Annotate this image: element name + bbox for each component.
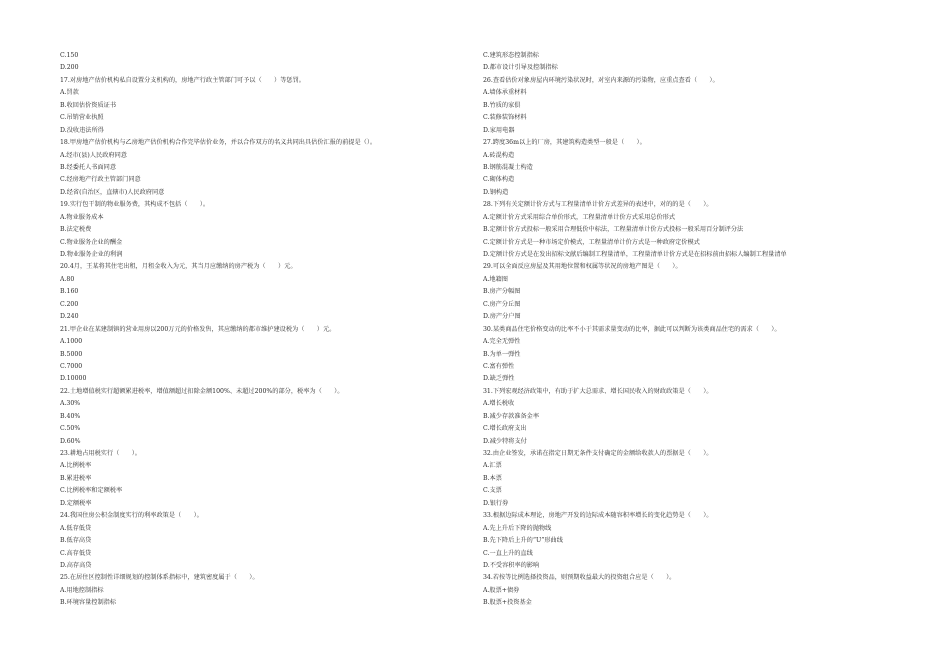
text-line: C.增长政府支出 <box>483 425 527 433</box>
text-line: B.定额计价方式投标一般采用合理低价中标法，工程量清单计价方式投标一般采用百分制评分法 <box>483 226 744 234</box>
text-line: B.为单一弹性 <box>483 350 521 358</box>
text-line: D.银行券 <box>483 499 509 507</box>
text-line: C.经房地产行政主管部门同意 <box>60 176 141 184</box>
text-line: B.累进税率 <box>60 474 92 482</box>
text-line: A.地籍图 <box>483 275 508 283</box>
text-line: C.房产分丘图 <box>483 300 521 308</box>
text-line: D.240 <box>60 313 79 321</box>
text-line: 26.查看估价对象房屋内环境污染状况时，对室内来源的污染物，应重点查看（ ）。 <box>483 76 719 84</box>
text-line: D.高存高贷 <box>60 561 92 569</box>
text-line: C.一直上升的直线 <box>483 549 533 557</box>
text-line: B.160 <box>60 288 79 296</box>
text-line: B.环境容量控制指标 <box>60 599 117 607</box>
text-line: 24.我国住房公积金制度实行的利率政策是（ ）。 <box>60 512 203 520</box>
text-line: D.定额计价方式是在发出招标文献后编制工程量清单，工程量清单计价方式是在招标前由招标人编制工程量清单 <box>483 251 787 258</box>
text-line: 18.甲房地产估价机构与乙房地产估价机构合作完毕估价业务，并以合作双方的名义共同出具估价汇报的前提是（）。 <box>60 139 377 147</box>
text-line: A.墙体承重材料 <box>483 89 527 97</box>
text-line: A.先上升后下降的抛物线 <box>483 524 552 532</box>
text-line: B.钢筋混凝土构造 <box>483 163 533 171</box>
text-line: D.10000 <box>60 375 87 383</box>
text-line: D.都市设计引导及控制指标 <box>483 64 558 72</box>
text-line: C.装修装饰材料 <box>483 114 527 122</box>
text-line: B.5000 <box>60 350 83 358</box>
right-column <box>483 50 883 610</box>
text-line: D.减少特将支付 <box>483 437 527 445</box>
text-line: A.80 <box>60 275 75 283</box>
text-line: 25.在居住区控制性详细规划的控制体系指标中，建筑密度属于（ ）。 <box>60 574 259 582</box>
text-line: B.法定税费 <box>60 226 92 234</box>
text-line: 31.下列宏观经济政策中，有助于扩大总需求、增长国民收入的财政政策是（ ）。 <box>483 387 713 395</box>
text-line: C.物业服务企业的酬金 <box>60 238 123 246</box>
text-line: C.比例税率和定额税率 <box>60 487 123 495</box>
text-line: C.支票 <box>483 487 502 495</box>
text-line: 32.由企业签发，承诺在指定日期无条件支付确定的金额给收款人的票据是（ ）。 <box>483 450 713 457</box>
text-line: A.用地控制指标 <box>60 586 104 594</box>
text-line: C.200 <box>60 300 79 308</box>
text-line: A.比例税率 <box>60 462 92 470</box>
text-line: B.先下降后上升的“U”形曲线 <box>483 537 563 545</box>
text-line: D.没收违法所得 <box>60 126 104 134</box>
text-line: 29.可以全面反应房屋及其用地位置和权属等状况的房地产图是（ ）。 <box>483 263 682 271</box>
text-line: D.200 <box>60 64 79 72</box>
text-line: A.砖混构造 <box>483 151 515 159</box>
text-line: A.30% <box>60 400 81 408</box>
text-line: B.经委托人书面同意 <box>60 163 117 171</box>
text-line: D.60% <box>60 437 81 445</box>
text-line: 21.甲企业在某建制镇的营业用房以200万元的价格发售，其应缴纳的都市维护建设税为（ ）元。 <box>60 325 336 333</box>
text-line: C.150 <box>60 52 79 59</box>
text-line: A.汇票 <box>483 462 502 470</box>
text-line: 30.某类商品住宅价格变动的比率不小于其需求量变动的比率，据此可以判断为该类商品住宅的需求（ ）。 <box>483 325 781 333</box>
text-line: A.经市(县)人民政府同意 <box>60 151 127 159</box>
text-line: 27.跨度36m以上的厂房，其建筑构造类型一般是（ ）。 <box>483 139 646 147</box>
text-line: C.砌体构造 <box>483 176 515 184</box>
text-line: D.物业服务企业的利润 <box>60 251 123 258</box>
text-line: B.股票+投资基金 <box>483 599 532 607</box>
text-line: D.家用电器 <box>483 126 515 134</box>
text-line: 22.土地增值税实行超额累进税率，增值额超过扣除金额100%、未超过200%的部分，税率为（ ）。 <box>60 387 344 395</box>
text-line: C.富有弹性 <box>483 362 515 370</box>
text-line: A.1000 <box>60 338 83 346</box>
text-line: B.本票 <box>483 474 502 482</box>
text-line: C.吊销营业执照 <box>60 114 104 122</box>
text-line: 17.对房地产估价机构私自设置分支机构的，房地产行政主管部门可予以（ ）等惩罚。 <box>60 76 305 84</box>
text-line: C.7000 <box>60 362 83 370</box>
text-line: C.50% <box>60 425 81 433</box>
text-line: D.房产分户图 <box>483 313 521 321</box>
text-line: A.定额计价方式采用综合单价形式，工程量清单计价方式采用总价形式 <box>483 213 676 221</box>
text-line: 33.根据边际成本理论，房地产开发的边际成本随容积率增长的变化趋势是（ ）。 <box>483 512 713 520</box>
text-line: A.低存低贷 <box>60 524 92 532</box>
text-line: A.罚款 <box>60 89 79 97</box>
text-line: D.缺乏弹性 <box>483 375 515 383</box>
left-column <box>60 50 460 610</box>
text-line: A.增长税收 <box>483 400 515 408</box>
text-line: B.低存高贷 <box>60 537 92 545</box>
text-line: A.物业服务成本 <box>60 213 104 221</box>
text-line: B.竹质的家俱 <box>483 101 521 109</box>
text-line: 34.若按等比例选择投资品，则预期收益最大的投资组合应是（ ）。 <box>483 574 676 582</box>
text-line: D.定额税率 <box>60 499 92 507</box>
text-line: 23.耕地占用税实行（ ）。 <box>60 450 141 457</box>
text-line: A.完全无弹性 <box>483 338 521 346</box>
text-line: B.房产分幅图 <box>483 288 521 296</box>
text-line: C.定额计价方式是一种市场定价模式，工程量清单计价方式是一种政府定价模式 <box>483 238 700 246</box>
text-line: B.40% <box>60 412 81 420</box>
text-line: C.高存低贷 <box>60 549 92 557</box>
text-line: 20.4月，王某将其住宅出租，月租金收入为元，其当月应缴纳的房产税为（ ）元。 <box>60 263 297 271</box>
text-line: A.股票+债券 <box>483 586 520 594</box>
text-line: B.收回估价资质证书 <box>60 101 117 109</box>
text-line: C.建筑形态控制指标 <box>483 52 539 59</box>
text-line: D.钢构造 <box>483 188 509 196</box>
text-line: D.经省(自治区，直辖市)人民政府同意 <box>60 188 165 196</box>
text-line: B.减少存款准备金率 <box>483 412 540 420</box>
text-line: D.不受容积率的影响 <box>483 561 540 569</box>
text-line: 28.下列有关定额计价方式与工程量清单计价方式差异的表述中，对的的是（ ）。 <box>483 201 713 209</box>
text-line: 19.实行包干制的物业服务费，其构成不包括（ ）。 <box>60 201 210 209</box>
